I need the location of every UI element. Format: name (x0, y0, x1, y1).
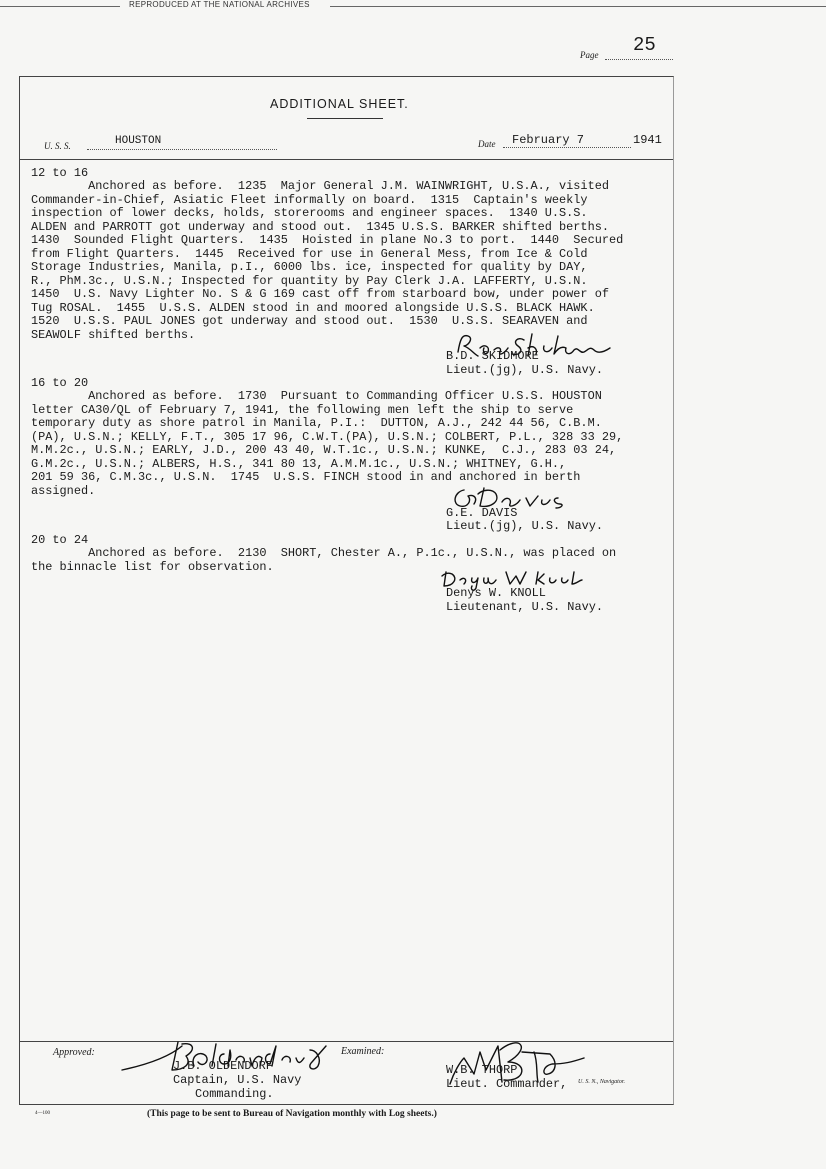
officer-name: G.E. DAVIS (446, 506, 518, 520)
watch-entry-text: Anchored as before. 1730 Pursuant to Commanding Officer U.S.S. HOUSTON letter CA30/QL of February 7, 1941, the following men left the ship to serve temporary duty as shore patrol in Manila, P.I.: DUTTON, A.J., 242 44 56, C.B.M. (PA), U.S.N.; KELLY, F.T., 305 17 96, C.W.T.(PA), U.S.N.; COLBERT, P.L., 328 33 29, M.M.2c., U.S.N.; EARLY, J.D., 200 43 40, W.T.1c., U.S.N.; KUNKE, C.J., 283 03 24, G.M.2c., U.S.N.; ALBERS, H.S., 341 80 13, A.M.M.1c., U.S.N.; WHITNEY, G.H., 201 59 36, C.M.3c., U.S.N. 1745 U.S.S. FINCH stood in and anchored in berth assigned. (31, 389, 624, 498)
year-value: 1941 (633, 133, 662, 147)
ship-label: U. S. S. (44, 141, 71, 151)
examiner-rank: Lieut. Commander, (446, 1077, 568, 1091)
date-line (503, 147, 631, 148)
date-value: February 7 (512, 133, 585, 147)
officer-rank: Lieut.(jg), U.S. Navy. (446, 519, 603, 533)
date-label: Date (478, 139, 496, 149)
archive-stamp (0, 0, 826, 14)
approver-name: J.B. OLDENDORF (173, 1059, 273, 1073)
header-rule (20, 159, 673, 160)
ship-name: HOUSTON (115, 135, 162, 147)
officer-rank: Lieutenant, U.S. Navy. (446, 600, 603, 614)
officer-name: B.D. SKIDMORE (446, 349, 539, 363)
approved-label: Approved: (53, 1047, 95, 1058)
ship-line (87, 149, 277, 150)
archive-stamp-text: REPRODUCED AT THE NATIONAL ARCHIVES (126, 0, 313, 9)
examiner-role: U. S. N., Navigator. (578, 1079, 626, 1085)
page-label: Page (580, 50, 599, 60)
officer-rank: Lieut.(jg), U.S. Navy. (446, 363, 603, 377)
watch-period: 16 to 20 (31, 376, 89, 390)
examined-label: Examined: (341, 1046, 385, 1057)
approver-role: Commanding. (195, 1087, 274, 1101)
officer-name: Denys W. KNOLL (446, 586, 546, 600)
form-number: 4—100 (35, 1111, 50, 1116)
watch-period: 20 to 24 (31, 533, 89, 547)
examiner-name: W.B. THORP (446, 1063, 518, 1077)
watch-period: 12 to 16 (31, 166, 89, 180)
title-underline (307, 118, 383, 119)
approver-rank: Captain, U.S. Navy (173, 1073, 302, 1087)
watch-entry-text: Anchored as before. 1235 Major General J.M. WAINWRIGHT, U.S.A., visited Commander-in-Chief, Asiatic Fleet informally on board. 1315 Captain's weekly inspection of lower decks, holds, storerooms and engineer spaces. 1340 U.S.S. ALDEN and PARROTT got underway and stood out. 1345 U.S.S. BARKER shifted berths. 1430 Sounded Flight Quarters. 1435 Hoisted in plane No.3 to port. 1440 Secured from Flight Quarters. 1445 Received for use in General Mess, from Ice & Cold Storage Industries, Manila, p.I., 6000 lbs. ice, inspected for quality by DAY, R., PhM.3c., U.S.N.; Inspected for quantity by Pay Clerk J.A. LAFFERTY, U.S.N. 1450 U.S. Navy Lighter No. S & G 169 cast off from starboard bow, under power of Tug ROSAL. 1455 U.S.S. ALDEN stood in and moored alongside U.S.S. BLACK HAWK. 1520 U.S.S. PAUL JONES got underway and stood out. 1530 U.S.S. SEARAVEN and SEAWOLF shifted berths. (31, 179, 624, 342)
archive-rule-left (0, 6, 120, 7)
page-number: 25 (633, 34, 656, 56)
footnote: (This page to be sent to Bureau of Navigation monthly with Log sheets.) (147, 1109, 437, 1119)
archive-rule-right (330, 6, 826, 7)
sheet-title: ADDITIONAL SHEET. (270, 97, 409, 111)
page-line (605, 59, 673, 60)
watch-entry-text: Anchored as before. 2130 SHORT, Chester A., P.1c., U.S.N., was placed on the binnacle list for observation. (31, 546, 617, 574)
